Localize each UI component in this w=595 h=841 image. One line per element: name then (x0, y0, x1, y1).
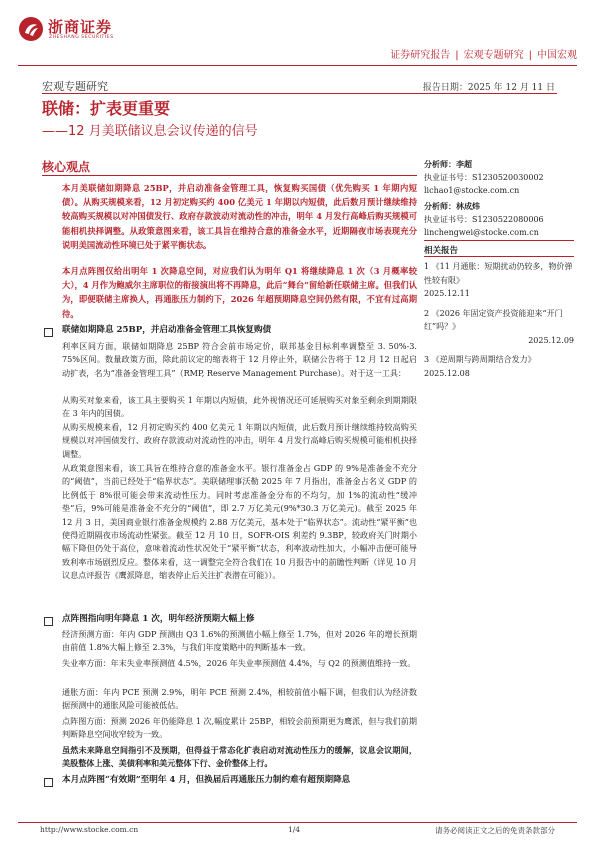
footer-disclaimer: 请务必阅读正文之后的免责条款部分 (435, 826, 555, 835)
bullet-heading: 点阵图指向明年降息 1 次，明年经济预期大幅上修 (62, 614, 255, 624)
body-paragraph: 通胀方面：年内 PCE 预测 2.9%，明年 PCE 预测 2.4%，相较前值小幅下调，但我们认为经济数据预测中的通胀风险可能被低估。 (62, 687, 417, 711)
bullet-square-icon (44, 778, 53, 787)
analyst-role: 分析师： (424, 159, 456, 169)
analyst-email[interactable]: lichao1@stocke.com.cn (424, 186, 520, 195)
bullet-heading: 本月点阵图“有效期”至明年 4 月，但换届后再通胀压力制约难有超预期降息 (62, 775, 351, 785)
logo-mark-icon (18, 16, 44, 42)
title-divider (42, 93, 557, 94)
bullet-heading: 联储如期降息 25BP，并启动准备金管理工具恢复购债 (62, 325, 272, 335)
analyst-block (424, 200, 574, 239)
logo-subtext: ZHESHANG SECURITIES (49, 35, 114, 40)
body-paragraph: 从购买规模来看，12 月初定购买约 400 亿美元 1 年期以内短债，此后数月预计继续维持较高购买规模以对冲国债发行、政府存款波动对流动性的冲击，明年 4 月发行高峰后购买规模可能相机抉择调整。 (62, 422, 417, 459)
category-breadcrumb: 证券研究报告 | 宏观专题研究 | 中国宏观 (390, 50, 577, 61)
page-subtitle: ——12 月美联储议息会议传递的信号 (42, 124, 258, 139)
related-reports-list (424, 260, 574, 386)
bullet-square-icon (44, 617, 53, 626)
analyst-cert: 执业证书号：S1230520030002 (424, 173, 544, 182)
related-report-item[interactable]: 2 《2026 年固定资产投资能迎来“开门红”吗？》 2025.12.09 (424, 308, 574, 345)
body-paragraph: 从购买对象来看，该工具主要购买 1 年期以内短债，此外视情况还可延展购买对象至剩余到期期限在 3 年内的国债。 (62, 395, 417, 419)
analyst-cert: 执业证书号：S1230522080006 (424, 215, 544, 224)
category-topic: 宏观专题研究 (463, 50, 524, 61)
brand-logo (18, 14, 128, 46)
category-report: 证券研究报告 (390, 50, 451, 61)
analyst-name: 李超 (456, 159, 472, 169)
sidebar-divider (424, 256, 574, 257)
body-paragraph: 利率区间方面，联储如期降息 25BP 符合会前市场定价，联邦基金目标利率调整至 3. 50%-3. 75%区间。数量政策方面，除此前议定的缩表将于 12 月停止外，联储公告将于 12 月 12 日起启动扩表，名为“准备金管理工具”（RMP, Reserve Management Purchase）。对于这一工具： (62, 341, 417, 378)
report-date: 报告日期：2025 年 12 月 11 日 (422, 83, 555, 93)
body-paragraph: 经济预测方面：年内 GDP 预测由 Q3 1.6%的预测值小幅上修至 1.7%，但对 2026 年的增长预期由前值 1.8%大幅上修至 2.3%，与我们年度策略中的判断基本一致。 (62, 629, 417, 653)
bullet-square-icon (44, 328, 53, 337)
analyst-role: 分析师： (424, 201, 456, 211)
footer-url[interactable]: http://www.stocke.com.cn (40, 825, 139, 834)
body-paragraph: 虽然未来降息空间指引不及预期，但得益于常态化扩表启动对流动性压力的缓解，议息会议期间，美股整体上涨、美债利率和美元整体下行、金价整体上行。 (62, 745, 417, 769)
section-title: 核心观点 (42, 160, 91, 174)
footer-divider (18, 822, 577, 823)
analyst-email[interactable]: linchengwei@stocke.com.cn (424, 228, 539, 237)
section-divider (42, 175, 417, 176)
page-title: 联储：扩表更重要 (42, 99, 171, 118)
analyst-block (424, 158, 574, 197)
analyst-name: 林成炜 (456, 201, 480, 211)
intro-paragraph: 本月美联储如期降息 25BP，并启动准备金管理工具，恢复购买国债（优先购买 1 年期内短债）。从购买规模来看，12 月初定购买约 400 亿美元 1 年期以内短债，此后数月预计继续维持较高购买规模以对冲国债发行、政府存款波动对流动性的冲击，明年 4 月发行高峰后购买规模可能相机抉择调整。从政策意图来看，该工具旨在维持合意的准备金水平，近期隔夜市场表现充分说明美国流动性环境已处于紧平衡状态。 (62, 183, 417, 250)
sidebar-divider (424, 240, 574, 241)
body-paragraph: 从政策意图来看，该工具旨在维持合意的准备金水平。银行准备金占 GDP 的 9%是准备金不充分的“阈值”，当前已经处于“临界状态”。美联储理事沃勒 2025 年 7 月指出，准备金占名义 GDP 的比例低于 8%很可能会带来流动性压力。同时考虑准备金分布的不均匀，加 1%的流动性“缓冲垫”后，9%可能是准备金不充分的“阈值”，即 2.7 万亿美元(9%*30.3 万亿美元)。截至 2025 年 12 月 3 日，美国商业银行准备金规模约 2.88 万亿美元，基本处于“临界状态”。流动性“紧平衡”也使得近期隔夜市场流动性紧张。截至 12 月 10 日，SOFR-OIS 利差约 9.3BP，较政府关门时期小幅下降但仍处于高位，意味着流动性状况处于“紧平衡”状态，利率波动性加大，小幅冲击便可能导致利率市场剧烈反应。整体来看，这一调整完全符合我们在 10 月报告中的前瞻性判断（详见 10 月议息点评报告《鹰派降息，缩表停止后关注扩表潜在可能》）。 (62, 463, 417, 581)
intro-paragraph: 本月点阵图仅给出明年 1 次降息空间，对应我们认为明年 Q1 将继续降息 1 次（3 月概率较大），4 月作为鲍威尔主席职位的衔接演出将不再降息，此后“舞台”留给新任联储主席。但我们认为，即便联储主席换人，再通胀压力制约下，2026 年超预期降息空间仍然有限，不宜有过高期待。 (62, 266, 417, 319)
related-reports-title: 相关报告 (424, 246, 459, 256)
related-report-item[interactable]: 3 《逆周期与跨周期结合发力》 2025.12.08 (424, 355, 536, 378)
doc-type: 宏观专题研究 (42, 80, 108, 93)
body-paragraph: 失业率方面：年末失业率预测值 4.5%，2026 年失业率预测值 4.4%，与 Q2 的预测值维持一致。 (62, 658, 416, 668)
body-paragraph: 点阵图方面：预测 2026 年仍能降息 1 次,幅度累计 25BP，相较会前预期更为鹰派，但与我们前期判断降息空间收窄较为一致。 (62, 716, 417, 740)
header-divider (18, 65, 577, 66)
logo-text: 浙商证券 (48, 18, 113, 36)
category-region: 中国宏观 (537, 50, 577, 61)
page-number: 1/4 (288, 825, 301, 834)
related-report-item[interactable]: 1 《11 月通胀：短期扰动仍较多，物价弹性较有限》 2025.12.11 (424, 262, 573, 298)
